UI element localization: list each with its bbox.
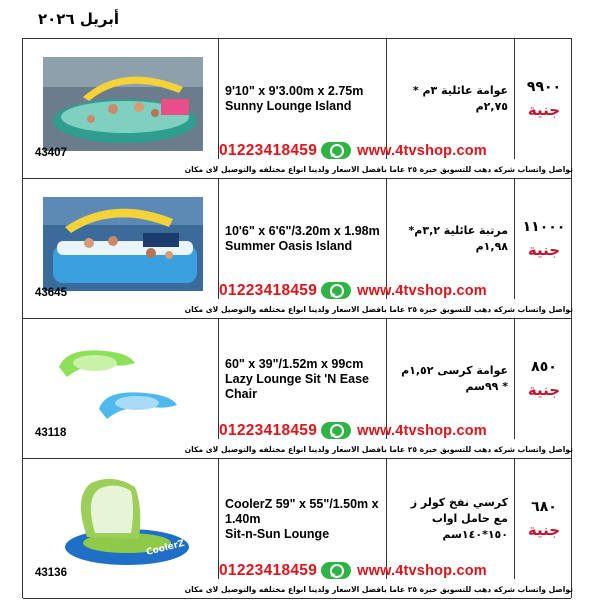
product-photo xyxy=(43,477,203,571)
catalog-table xyxy=(22,38,572,598)
product-code: 43407 xyxy=(35,147,67,159)
page-title: أبريل ٢٠٢٦ xyxy=(38,10,119,28)
product-image-cell xyxy=(23,319,219,439)
whatsapp-icon xyxy=(321,562,351,579)
contact-strip xyxy=(219,562,573,579)
product-size: 60" x 39"/1.52m x 99cm xyxy=(225,356,364,371)
product-row xyxy=(23,459,571,599)
whatsapp-icon xyxy=(321,422,351,439)
svg-text:CoolerZ: CoolerZ xyxy=(145,538,186,558)
product-name: Summer Oasis Island xyxy=(225,239,353,253)
contact-strip xyxy=(219,422,573,439)
contact-strip xyxy=(219,282,573,299)
website-link[interactable]: www.4tvshop.com xyxy=(357,562,487,579)
product-row xyxy=(23,319,571,459)
price-currency: جنية xyxy=(527,521,561,539)
product-name: Lazy Lounge Sit 'N Ease Chair xyxy=(225,371,369,401)
contact-note: تواصل واتساب شركه دهب للتسويق خبرة ٢٥ عاما بافضل الاسعار ولدينا انواع مختلفه والتوصيل لاى مكان xyxy=(184,305,573,314)
product-price-cell xyxy=(515,459,573,579)
phone-number[interactable]: 01223418459 xyxy=(219,421,318,439)
phone-number[interactable]: 01223418459 xyxy=(219,141,318,159)
website-link[interactable]: www.4tvshop.com xyxy=(357,422,487,439)
contact-note: تواصل واتساب شركه دهب للتسويق خبرة ٢٥ عاما بافضل الاسعار ولدينا انواع مختلفه والتوصيل لاى مكان xyxy=(184,585,573,594)
price-value: ٦٨٠ xyxy=(531,499,557,515)
product-price-cell xyxy=(515,179,573,299)
product-name: Sit-n-Sun Lounge xyxy=(225,526,330,541)
price-value: ٨٥٠ xyxy=(531,359,557,375)
contact-note: تواصل واتساب شركه دهب للتسويق خبرة ٢٥ عاما بافضل الاسعار ولدينا انواع مختلفه والتوصيل لاى مكان xyxy=(184,445,573,454)
website-link[interactable]: www.4tvshop.com xyxy=(357,282,487,299)
website-link[interactable]: www.4tvshop.com xyxy=(357,142,487,159)
price-currency: جنية xyxy=(527,381,561,399)
product-photo xyxy=(43,197,203,291)
product-price-cell xyxy=(515,39,573,159)
product-name: Sunny Lounge Island xyxy=(225,99,352,113)
phone-number[interactable]: 01223418459 xyxy=(219,561,318,579)
price-value: ٩٩٠٠ xyxy=(526,79,562,95)
product-image-cell xyxy=(23,179,219,299)
contact-strip xyxy=(219,142,573,159)
product-code: 43118 xyxy=(35,427,67,439)
product-arabic-description: مرتبة عائلية ٣,٢م* ١,٩٨م xyxy=(387,179,515,299)
product-row xyxy=(23,179,571,319)
product-image-cell xyxy=(23,39,219,159)
product-price-cell xyxy=(515,319,573,439)
product-size: 10'6" x 6'6"/3.20m x 1.98m xyxy=(225,224,380,238)
product-photo xyxy=(43,57,203,151)
product-arabic-description: عوامة عائلية ٣م * ٢,٧٥م xyxy=(387,39,515,159)
price-value: ١١٠٠٠ xyxy=(522,219,566,235)
product-row xyxy=(23,39,571,179)
whatsapp-icon xyxy=(321,142,351,159)
product-photo xyxy=(43,337,203,431)
product-arabic-description: عوامة كرسى ١,٥٢م * ٩٩سم xyxy=(387,319,515,439)
product-code: 43136 xyxy=(35,567,67,579)
product-image-cell xyxy=(23,459,219,579)
product-size: 9'10" x 9'3.00m x 2.75m xyxy=(225,84,364,98)
price-currency: جنية xyxy=(527,101,561,119)
product-code: 43645 xyxy=(35,287,67,299)
phone-number[interactable]: 01223418459 xyxy=(219,281,318,299)
price-currency: جنية xyxy=(527,241,561,259)
product-size: CoolerZ 59" x 55"/1.50m x 1.40m xyxy=(225,496,379,526)
whatsapp-icon xyxy=(321,282,351,299)
product-arabic-description: كرسي نفخ كولر ز مع حامل اواب ١٥٠*١٤٠سم xyxy=(387,459,515,579)
contact-note: تواصل واتساب شركه دهب للتسويق خبرة ٢٥ عاما بافضل الاسعار ولدينا انواع مختلفه والتوصيل لاى مكان xyxy=(184,165,573,174)
